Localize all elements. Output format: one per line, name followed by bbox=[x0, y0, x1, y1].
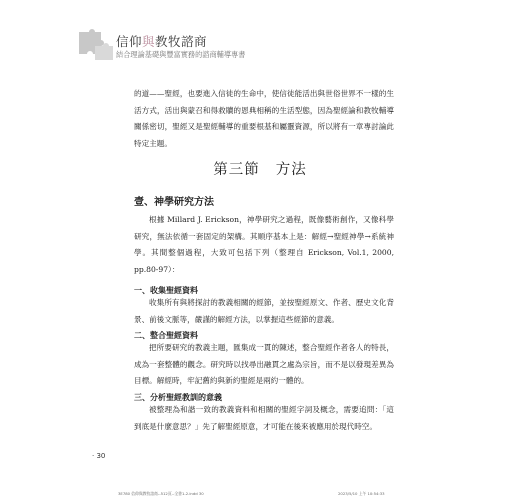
item-heading: 一、收集聖經資料 bbox=[134, 286, 198, 295]
item-paragraph: 把所要研究的教義主題，匯集成一貫的陳述，整合聖經作者各人的特長，成為一套整體的觀念。研究時以找尋出融貫之處為宗旨，而不是以發現差異為目標。解經時，牢記舊約與新約聖經是兩約一體的。 bbox=[134, 343, 394, 386]
subsection-paragraph: 根據 Millard J. Erickson，神學研究之過程，既像藝術創作，又像科學研究，無法依循一套固定的架構。其順序基本上是：解經→聖經神學→系統神學。其間整個過程，大致可包括下列（整理自 Erickson, Vol.1, 2000, pp.80-97）： bbox=[134, 215, 394, 274]
book-title: 信仰與教牧諮商 bbox=[116, 34, 208, 49]
item-block bbox=[134, 295, 394, 328]
intro-block bbox=[134, 86, 394, 152]
page-number: · 30 bbox=[92, 452, 106, 460]
intro-paragraph: 的道——聖經，也要進入信徒的生命中，使信徒能活出與世俗世界不一樣的生活方式，活出與蒙召和得救贖的恩典相稱的生活型態，因為聖經論和教牧輔導關係密切，聖經又是聖經輔導的重要根基和屬靈資源，所以將有一章專討論此特定主題。 bbox=[134, 89, 394, 148]
subsection-heading: 壹、神學研究方法 bbox=[134, 197, 214, 208]
print-footer-file: 3E780 信仰與教牧諮商--512頁--全書1-2.indd 30 bbox=[118, 491, 204, 496]
item-paragraph: 被整理為和諧一致的教義資料和相關的聖經字詞及概念，需要追問：「這到底是什麼意思？」先了解聖經原意，才可能在後來被應用於現代時空。 bbox=[134, 405, 394, 431]
print-footer-timestamp: 2023/5/10 上午 10:54:33 bbox=[338, 491, 385, 496]
puzzle-icon bbox=[75, 24, 115, 64]
section-title: 第三節 方法 bbox=[213, 162, 307, 178]
book-subtitle: 結合理論基礎與豐富實務的諮商輔導專書 bbox=[116, 50, 246, 59]
page-header bbox=[0, 0, 520, 80]
item-heading: 三、分析聖經教訓的意義 bbox=[134, 393, 222, 402]
item-heading: 二、整合聖經資料 bbox=[134, 331, 198, 340]
item-paragraph: 收集所有與將探討的教義相關的經節，並按聖經原文、作者、歷史文化背景、前後文脈等，嚴謹的解經方法，以掌握這些經節的意義。 bbox=[134, 298, 394, 324]
title-accent: 與 bbox=[142, 34, 156, 49]
item-block bbox=[134, 340, 394, 390]
item-block bbox=[134, 402, 394, 435]
subsection-block bbox=[134, 212, 394, 278]
